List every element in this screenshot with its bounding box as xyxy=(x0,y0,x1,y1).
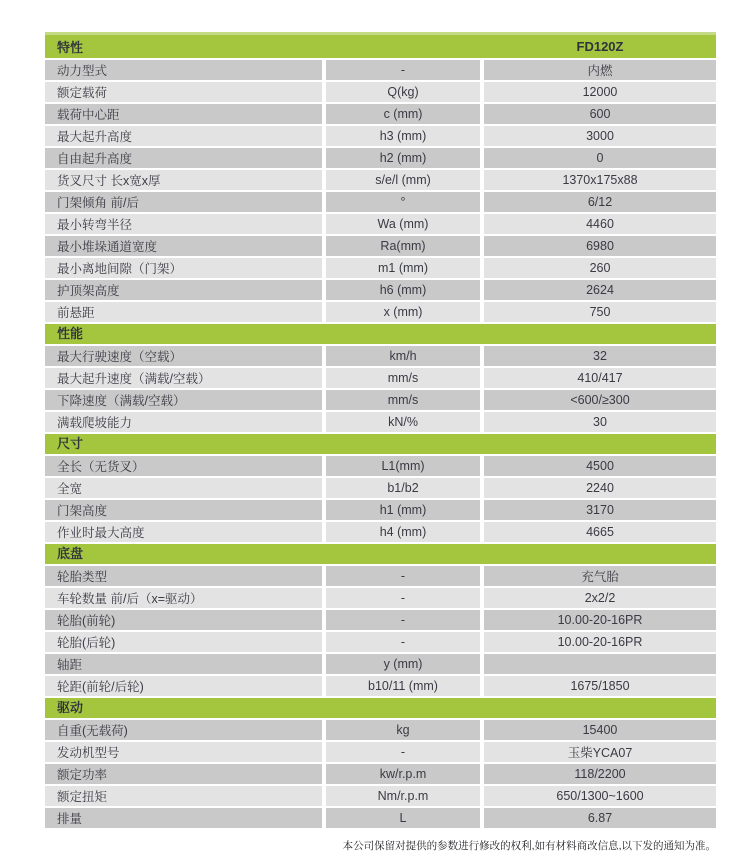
spec-value: 2624 xyxy=(484,280,716,300)
spec-unit: L xyxy=(326,808,480,828)
spec-value: 12000 xyxy=(484,82,716,102)
section-header: 底盘 xyxy=(45,544,716,564)
spec-unit: h2 (mm) xyxy=(326,148,480,168)
spec-unit: kg xyxy=(326,720,480,740)
spec-row xyxy=(45,82,716,102)
spec-value: 0 xyxy=(484,148,716,168)
spec-label: 满载爬坡能力 xyxy=(45,412,322,432)
spec-label: 轴距 xyxy=(45,654,322,674)
spec-value: 4665 xyxy=(484,522,716,542)
spec-unit: h1 (mm) xyxy=(326,500,480,520)
spec-unit: Wa (mm) xyxy=(326,214,480,234)
spec-row xyxy=(45,676,716,696)
spec-unit: ° xyxy=(326,192,480,212)
spec-label: 全长（无货叉） xyxy=(45,456,322,476)
spec-value: 1370x175x88 xyxy=(484,170,716,190)
spec-value xyxy=(484,654,716,674)
spec-value: 30 xyxy=(484,412,716,432)
spec-row xyxy=(45,302,716,322)
spec-unit: kN/% xyxy=(326,412,480,432)
spec-row xyxy=(45,192,716,212)
spec-row xyxy=(45,632,716,652)
spec-row xyxy=(45,500,716,520)
spec-row xyxy=(45,126,716,146)
spec-unit: km/h xyxy=(326,346,480,366)
spec-row xyxy=(45,588,716,608)
spec-row xyxy=(45,368,716,388)
spec-value: 6/12 xyxy=(484,192,716,212)
spec-label: 护顶架高度 xyxy=(45,280,322,300)
spec-value: 15400 xyxy=(484,720,716,740)
spec-label: 发动机型号 xyxy=(45,742,322,762)
spec-row xyxy=(45,390,716,410)
spec-row xyxy=(45,60,716,80)
spec-value: 600 xyxy=(484,104,716,124)
spec-value: 10.00-20-16PR xyxy=(484,610,716,630)
section-header: 性能 xyxy=(45,324,716,344)
spec-label: 作业时最大高度 xyxy=(45,522,322,542)
spec-unit: kw/r.p.m xyxy=(326,764,480,784)
spec-label: 最大起升高度 xyxy=(45,126,322,146)
spec-value: 6980 xyxy=(484,236,716,256)
spec-row xyxy=(45,258,716,278)
spec-value: 1675/1850 xyxy=(484,676,716,696)
spec-unit: - xyxy=(326,588,480,608)
spec-unit: y (mm) xyxy=(326,654,480,674)
spec-label: 自由起升高度 xyxy=(45,148,322,168)
spec-unit: c (mm) xyxy=(326,104,480,124)
spec-label: 轮距(前轮/后轮) xyxy=(45,676,322,696)
section-header: 驱动 xyxy=(45,698,716,718)
spec-label: 全宽 xyxy=(45,478,322,498)
spec-unit: L1(mm) xyxy=(326,456,480,476)
spec-label: 额定载荷 xyxy=(45,82,322,102)
spec-value: 3000 xyxy=(484,126,716,146)
spec-unit: b1/b2 xyxy=(326,478,480,498)
spec-label: 动力型式 xyxy=(45,60,322,80)
spec-label: 额定扭矩 xyxy=(45,786,322,806)
spec-label: 轮胎(后轮) xyxy=(45,632,322,652)
spec-unit: Nm/r.p.m xyxy=(326,786,480,806)
model-column-header: FD120Z xyxy=(576,39,624,54)
spec-row xyxy=(45,456,716,476)
spec-row xyxy=(45,214,716,234)
spec-value: 4460 xyxy=(484,214,716,234)
spec-row xyxy=(45,764,716,784)
spec-unit: s/e/l (mm) xyxy=(326,170,480,190)
spec-row xyxy=(45,610,716,630)
spec-unit: - xyxy=(326,566,480,586)
spec-label: 自重(无载荷) xyxy=(45,720,322,740)
spec-label: 额定功率 xyxy=(45,764,322,784)
spec-value: 260 xyxy=(484,258,716,278)
spec-unit: h3 (mm) xyxy=(326,126,480,146)
spec-value: 玉柴YCA07 xyxy=(484,742,716,762)
spec-unit: Ra(mm) xyxy=(326,236,480,256)
spec-unit: - xyxy=(326,610,480,630)
spec-unit: b10/11 (mm) xyxy=(326,676,480,696)
spec-value: 6.87 xyxy=(484,808,716,828)
spec-label: 载荷中心距 xyxy=(45,104,322,124)
spec-row xyxy=(45,104,716,124)
spec-value: 410/417 xyxy=(484,368,716,388)
spec-row xyxy=(45,566,716,586)
feature-column-header: 特性 xyxy=(57,40,84,55)
spec-row xyxy=(45,808,716,828)
spec-label: 最小转弯半径 xyxy=(45,214,322,234)
spec-row xyxy=(45,654,716,674)
spec-label: 下降速度（满载/空载） xyxy=(45,390,322,410)
spec-unit: x (mm) xyxy=(326,302,480,322)
spec-row xyxy=(45,148,716,168)
table-header-row xyxy=(45,32,716,58)
spec-unit: - xyxy=(326,632,480,652)
spec-row xyxy=(45,522,716,542)
spec-unit: mm/s xyxy=(326,368,480,388)
spec-unit: - xyxy=(326,60,480,80)
spec-value: 650/1300~1600 xyxy=(484,786,716,806)
spec-label: 轮胎(前轮) xyxy=(45,610,322,630)
spec-label: 最大行驶速度（空载） xyxy=(45,346,322,366)
spec-label: 车轮数量 前/后（x=驱动） xyxy=(45,588,322,608)
spec-label: 门架高度 xyxy=(45,500,322,520)
footer-note: 本公司保留对提供的参数进行修改的权利,如有材料商改信息,以下发的通知为准。 xyxy=(342,840,716,852)
spec-row xyxy=(45,236,716,256)
spec-value: 3170 xyxy=(484,500,716,520)
spec-value: 充气胎 xyxy=(484,566,716,586)
spec-label: 排量 xyxy=(45,808,322,828)
spec-label: 前悬距 xyxy=(45,302,322,322)
spec-value: <600/≥300 xyxy=(484,390,716,410)
spec-label: 货叉尺寸 长x宽x厚 xyxy=(45,170,322,190)
spec-value: 内燃 xyxy=(484,60,716,80)
spec-unit: mm/s xyxy=(326,390,480,410)
spec-value: 118/2200 xyxy=(484,764,716,784)
spec-label: 最小堆垛通道宽度 xyxy=(45,236,322,256)
spec-row xyxy=(45,412,716,432)
spec-row xyxy=(45,720,716,740)
spec-table xyxy=(45,32,716,830)
spec-row xyxy=(45,170,716,190)
table-body xyxy=(45,60,716,828)
spec-value: 2x2/2 xyxy=(484,588,716,608)
section-header: 尺寸 xyxy=(45,434,716,454)
spec-label: 门架倾角 前/后 xyxy=(45,192,322,212)
spec-value: 32 xyxy=(484,346,716,366)
spec-row xyxy=(45,478,716,498)
spec-unit: h6 (mm) xyxy=(326,280,480,300)
spec-value: 2240 xyxy=(484,478,716,498)
spec-row xyxy=(45,742,716,762)
spec-unit: - xyxy=(326,742,480,762)
spec-label: 轮胎类型 xyxy=(45,566,322,586)
spec-unit: Q(kg) xyxy=(326,82,480,102)
spec-label: 最小离地间隙（门架） xyxy=(45,258,322,278)
spec-value: 10.00-20-16PR xyxy=(484,632,716,652)
spec-row xyxy=(45,346,716,366)
spec-unit: m1 (mm) xyxy=(326,258,480,278)
spec-row xyxy=(45,280,716,300)
spec-value: 4500 xyxy=(484,456,716,476)
spec-value: 750 xyxy=(484,302,716,322)
spec-row xyxy=(45,786,716,806)
spec-unit: h4 (mm) xyxy=(326,522,480,542)
spec-label: 最大起升速度（满载/空载） xyxy=(45,368,322,388)
